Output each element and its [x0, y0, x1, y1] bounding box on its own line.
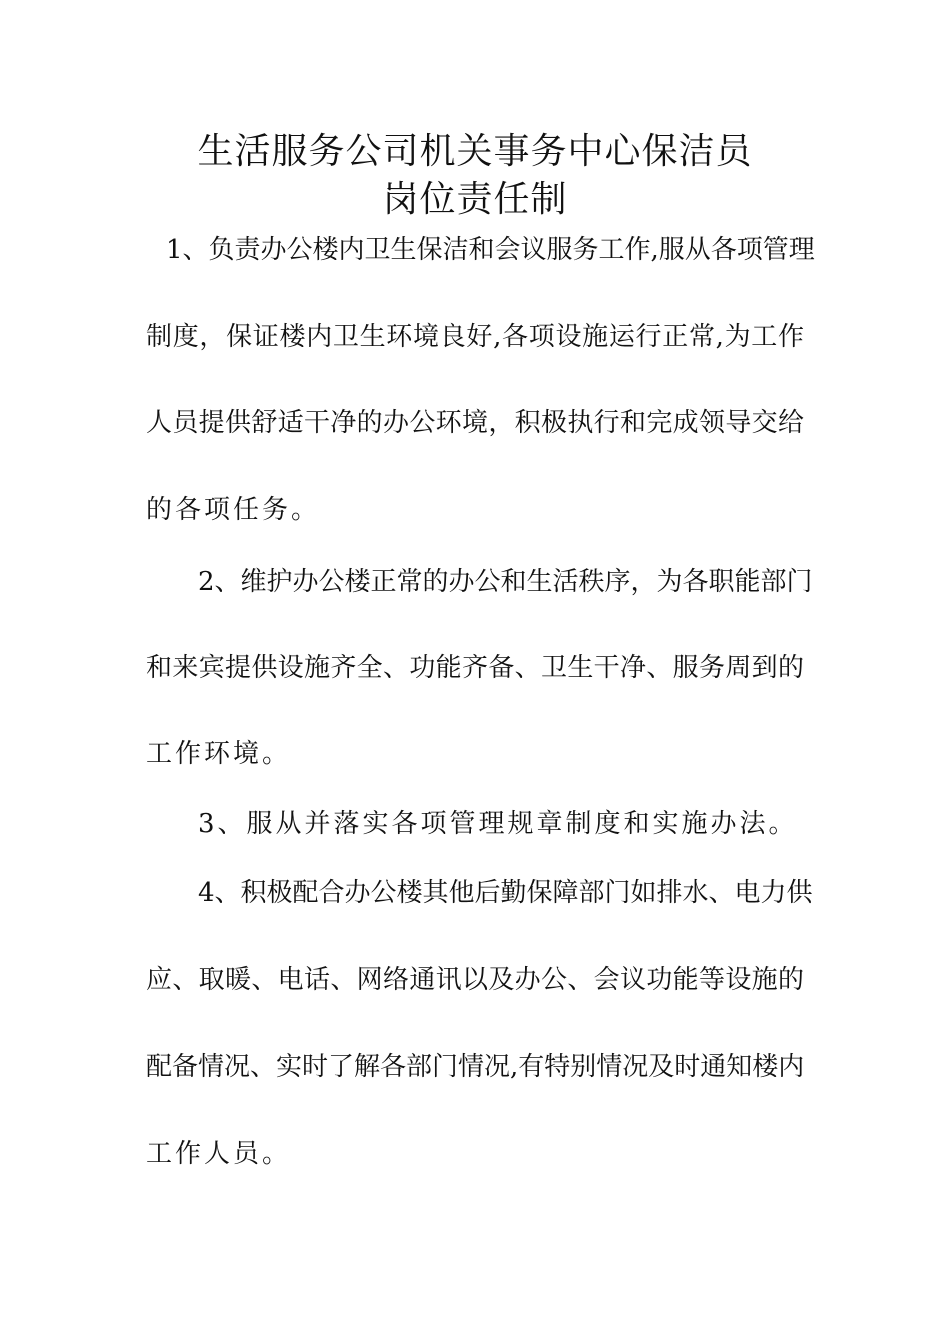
paragraph1-line2: 制度，保证楼内卫生环境良好,各项设施运行正常,为工作 — [146, 322, 804, 352]
paragraph1-line3: 人员提供舒适干净的办公环境，积极执行和完成领导交给 — [146, 408, 804, 438]
paragraph4-line1: 4、积极配合办公楼其他后勤保障部门如排水、电力供 — [198, 878, 813, 908]
paragraph3-line1: 3、服从并落实各项管理规章制度和实施办法。 — [198, 809, 798, 839]
paragraph2-line2: 和来宾提供设施齐全、功能齐备、卫生干净、服务周到的 — [146, 653, 804, 683]
paragraph1-line1: 1、负责办公楼内卫生保洁和会议服务工作,服从各项管理 — [166, 235, 815, 265]
paragraph2-line3: 工作环境。 — [146, 739, 292, 769]
paragraph1-line4: 的各项任务。 — [146, 495, 321, 525]
paragraph4-line2: 应、取暖、电话、网络通讯以及办公、会议功能等设施的 — [146, 965, 804, 995]
paragraph4-line4: 工作人员。 — [146, 1139, 292, 1169]
document-title-line2: 岗位责任制 — [382, 179, 568, 220]
paragraph4-line3: 配备情况、实时了解各部门情况,有特别情况及时通知楼内 — [146, 1052, 805, 1082]
document-title-line1: 生活服务公司机关事务中心保洁员 — [197, 131, 753, 172]
paragraph2-line1: 2、维护办公楼正常的办公和生活秩序，为各职能部门 — [198, 567, 813, 597]
